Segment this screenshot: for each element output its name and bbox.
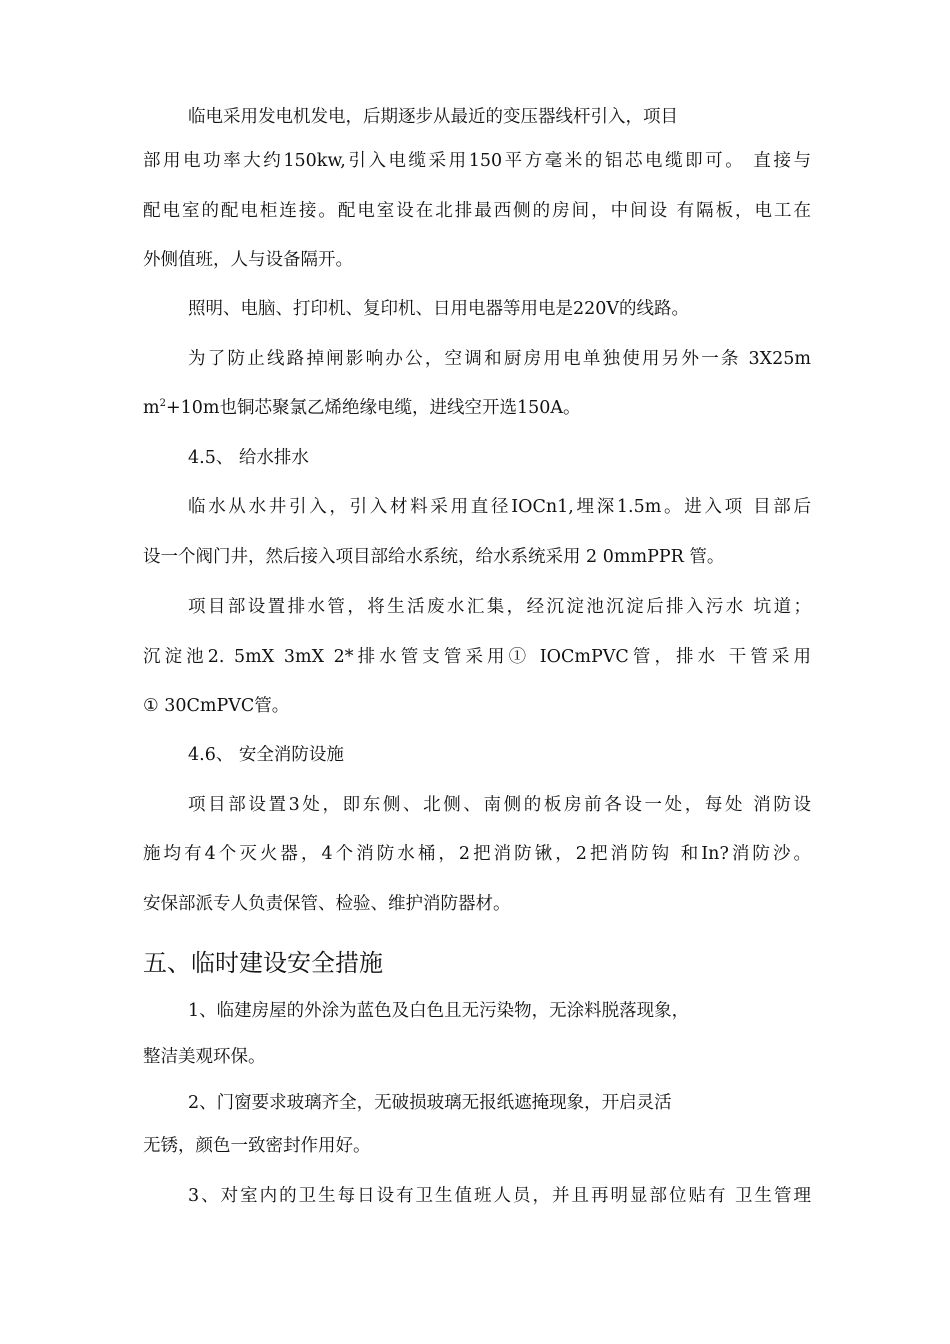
unit-text: m	[143, 398, 160, 418]
chapter-heading: 五、临时建设安全措施	[143, 949, 383, 977]
paragraph-line: 项目部设置3处，即东侧、北侧、南侧的板房前各设一处，每处 消防设	[188, 795, 811, 815]
paragraph-line: 项目部设置排水管，将生活废水汇集，经沉淀池沉淀后排入污水 坑道；	[188, 597, 811, 617]
paragraph-line: 无锈，颜色一致密封作用好。	[143, 1136, 371, 1156]
paragraph-line: 沉淀池2. 5mX 3mX 2*排水管支管采用① IOCmPVC管，排水 干管采用	[143, 647, 811, 667]
line-text: +10m也铜芯聚氯乙烯绝缘电缆，进线空开选150A。	[165, 398, 581, 418]
paragraph-line: 1、临建房屋的外涂为蓝色及白色且无污染物，无涂料脱落现象，	[188, 1001, 690, 1021]
paragraph-line: 外侧值班，人与设备隔开。	[143, 250, 353, 270]
paragraph-line: 施均有4个灭火器，4个消防水桶，2把消防锹，2把消防钩 和In?消防沙。	[143, 844, 811, 864]
section-heading-4-5: 4.5、 给水排水	[188, 448, 309, 468]
section-heading-4-6: 4.6、 安全消防设施	[188, 745, 344, 765]
paragraph-line: 为了防止线路掉闸影响办公，空调和厨房用电单独使用另外一条 3X25m	[188, 349, 811, 369]
paragraph-line	[143, 396, 811, 420]
superscript: 2	[159, 398, 166, 410]
paragraph-line: 3、对室内的卫生每日设有卫生值班人员，并且再明显部位贴有 卫生管理	[188, 1186, 811, 1206]
paragraph-line: 照明、电脑、打印机、复印机、日用电器等用电是220V的线路。	[188, 299, 690, 319]
paragraph-line: ① 30CmPVC管。	[143, 696, 290, 716]
paragraph-line: 配电室的配电柜连接。配电室设在北排最西侧的房间，中间设 有隔板，电工在	[143, 201, 811, 221]
paragraph-line: 临水从水井引入，引入材料采用直径IOCn1,埋深1.5m。进入项 目部后	[188, 497, 811, 517]
paragraph-line: 设一个阀门井，然后接入项目部给水系统，给水系统采用 2 0mmPPR 管。	[143, 547, 725, 567]
paragraph-line: 安保部派专人负责保管、检验、维护消防器材。	[143, 894, 511, 914]
paragraph-line: 整洁美观环保。	[143, 1047, 266, 1067]
paragraph-line: 临电采用发电机发电，后期逐步从最近的变压器线杆引入，项目	[188, 107, 678, 127]
paragraph-line: 部用电功率大约150kw,引入电缆采用150平方毫米的铝芯电缆即可。 直接与	[143, 151, 811, 171]
paragraph-line: 2、门窗要求玻璃齐全，无破损玻璃无报纸遮掩现象，开启灵活	[188, 1093, 672, 1113]
